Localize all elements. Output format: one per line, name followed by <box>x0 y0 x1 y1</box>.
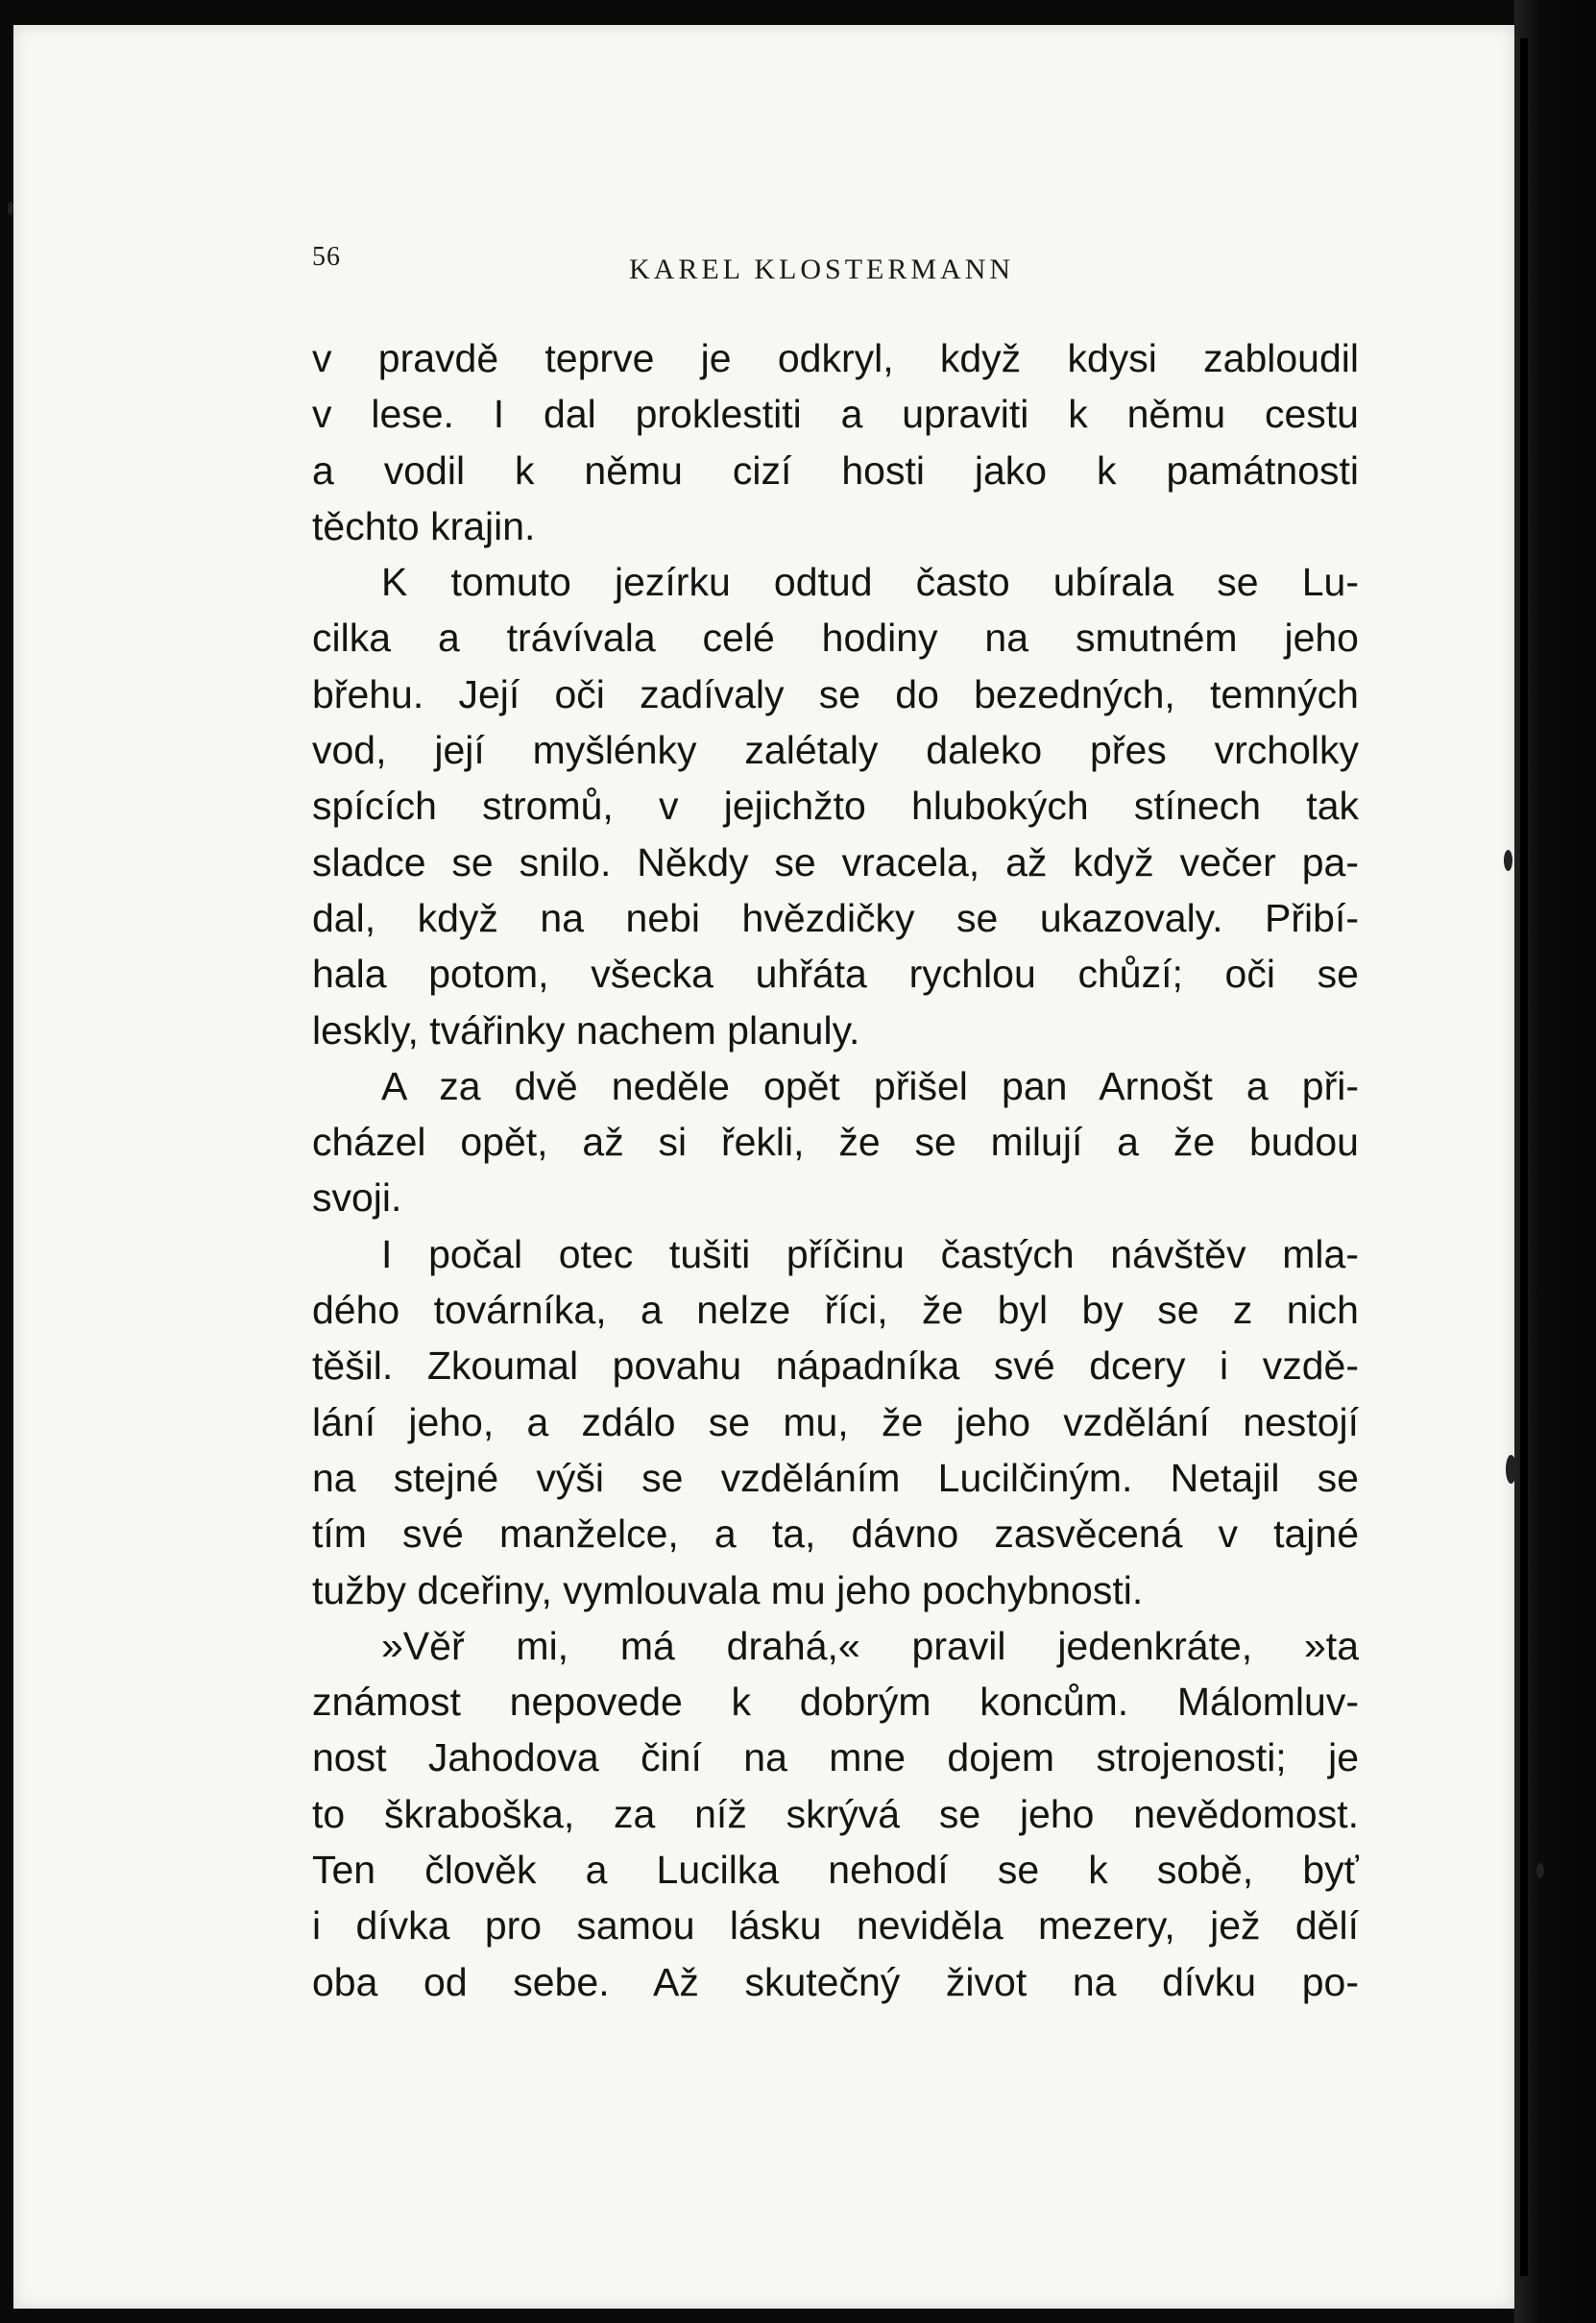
text-line: těšil. Zkoumal povahu nápadníka své dcery i vzdě- <box>312 1343 1359 1389</box>
text-line: břehu. Její oči zadívaly se do bezedných, temných <box>312 671 1359 716</box>
running-head <box>0 219 1596 296</box>
text-line: Ten člověk a Lucilka nehodí se k sobě, byť <box>312 1848 1359 1893</box>
text-line: dého továrníka, a nelze říci, že byl by se z nich <box>312 1288 1359 1333</box>
text-line: dal, když na nebi hvězdičky se ukazovaly. Přibí- <box>312 895 1359 940</box>
text-line: cilka a trávívala celé hodiny na smutném jeho <box>312 616 1359 661</box>
text-line: tím své manželce, a ta, dávno zasvěcená v tajné <box>312 1512 1359 1557</box>
text-line: v lese. I dal proklestiti a upraviti k němu cestu <box>312 392 1359 437</box>
text-line: a vodil k němu cizí hosti jako k památnosti <box>312 448 1359 493</box>
text-line: na stejné výši se vzděláním Lucilčiným. Netajil se <box>312 1455 1359 1500</box>
margin-speck <box>1536 1863 1544 1878</box>
text-line: A za dvě neděle opět přišel pan Arnošt a při- <box>381 1063 1359 1108</box>
text-line: i dívka pro samou lásku neviděla mezery, jež dělí <box>312 1903 1359 1948</box>
running-title: KAREL KLOSTERMANN <box>629 254 1015 285</box>
body-text <box>312 330 1359 2010</box>
text-line: sladce se snilo. Někdy se vracela, až když večer pa- <box>312 839 1359 884</box>
text-line: cházel opět, až si řekli, že se milují a že budou <box>312 1120 1359 1165</box>
text-line: vod, její myšlénky zalétaly daleko přes vrcholky <box>312 728 1359 773</box>
margin-speck <box>1506 1455 1516 1484</box>
page-edge-line <box>1520 38 1528 2276</box>
text-line: nost Jahodova činí na mne dojem strojenosti; je <box>312 1735 1359 1780</box>
text-line: K tomuto jezírku odtud často ubírala se Lu- <box>381 560 1359 605</box>
text-line: v pravdě teprve je odkryl, když kdysi zabloudil <box>312 336 1359 380</box>
margin-speck <box>8 202 13 215</box>
text-line: známost nepovede k dobrým koncům. Málomluv- <box>312 1680 1359 1725</box>
text-line: to škraboška, za níž skrývá se jeho nevědomost. <box>312 1791 1359 1836</box>
text-line: »Věř mi, má drahá,« pravil jedenkráte, »ta <box>381 1623 1359 1668</box>
margin-speck <box>1504 850 1512 871</box>
page-number: 56 <box>312 242 341 272</box>
text-line: spících stromů, v jejichžto hlubokých stínech tak <box>312 784 1359 829</box>
text-line: svoji. <box>312 1175 402 1221</box>
text-line: oba od sebe. Až skutečný život na dívku po- <box>312 1959 1359 2004</box>
text-line: těchto krajin. <box>312 503 536 548</box>
text-line: lání jeho, a zdálo se mu, že jeho vzdělání nestojí <box>312 1399 1359 1444</box>
text-line: tužby dceřiny, vymlouvala mu jeho pochybnosti. <box>312 1567 1144 1612</box>
text-line: leskly, tvářinky nachem planuly. <box>312 1007 860 1053</box>
text-line: I počal otec tušiti příčinu častých návštěv mla- <box>381 1231 1359 1276</box>
text-line: hala potom, všecka uhřáta rychlou chůzí; oči se <box>312 952 1359 997</box>
